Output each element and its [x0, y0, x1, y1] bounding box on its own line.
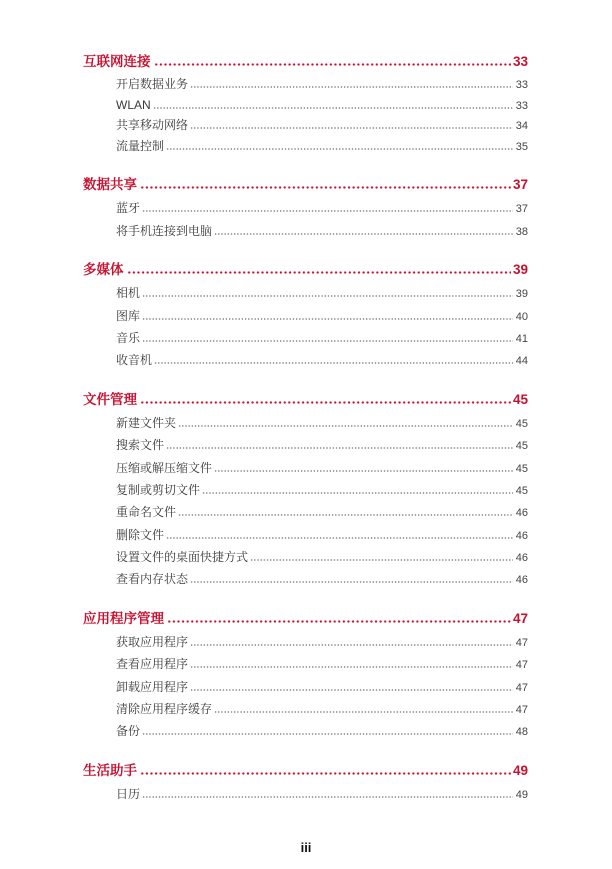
heading-dot-leader	[127, 271, 511, 274]
entry-title: 重命名文件	[116, 505, 177, 520]
toc-section	[83, 50, 528, 157]
toc-entry[interactable]	[83, 568, 528, 590]
toc-section-heading[interactable]	[83, 258, 528, 282]
toc-section	[83, 607, 528, 742]
entry-title: 查看内存状态	[116, 572, 189, 587]
entry-page-number: 38	[515, 225, 528, 238]
toc-entry[interactable]	[83, 524, 528, 546]
toc-entry[interactable]	[83, 220, 528, 242]
entry-dot-leader	[202, 492, 513, 494]
toc-section	[83, 388, 528, 590]
toc-entry[interactable]	[83, 95, 528, 116]
entry-dot-leader	[178, 514, 513, 516]
toc-entry[interactable]	[83, 434, 528, 456]
entry-dot-leader	[142, 796, 513, 798]
entry-title: 流量控制	[116, 139, 165, 154]
toc-entry[interactable]	[83, 327, 528, 349]
entry-page-number: 48	[515, 726, 528, 739]
heading-dot-leader	[167, 620, 511, 623]
section-title: 多媒体	[83, 262, 124, 278]
entry-title: 查看应用程序	[116, 657, 189, 672]
entry-dot-leader	[190, 666, 513, 668]
toc-entry[interactable]	[83, 698, 528, 720]
entry-page-number: 46	[515, 551, 528, 564]
entry-page-number: 46	[515, 507, 528, 520]
entry-dot-leader	[154, 362, 513, 364]
toc-entry[interactable]	[83, 653, 528, 675]
toc-entry[interactable]	[83, 136, 528, 157]
entry-title: 获取应用程序	[116, 634, 189, 649]
section-title: 数据共享	[83, 177, 137, 193]
entry-page-number: 47	[515, 703, 528, 716]
section-page-number: 39	[512, 262, 528, 278]
entry-page-number: 46	[515, 574, 528, 587]
section-page-number: 49	[512, 762, 528, 778]
entry-page-number: 33	[515, 79, 528, 91]
toc-entry[interactable]	[83, 305, 528, 327]
entry-title: 将手机连接到电脑	[116, 223, 213, 238]
entry-page-number: 46	[515, 529, 528, 542]
toc-entry[interactable]	[83, 115, 528, 136]
toc-section-heading[interactable]	[83, 50, 528, 74]
entry-dot-leader	[190, 644, 513, 646]
entry-dot-leader	[190, 127, 513, 129]
entry-dot-leader	[142, 210, 513, 212]
toc-section-heading[interactable]	[83, 607, 528, 631]
entry-page-number: 44	[515, 355, 528, 368]
entry-title: 卸载应用程序	[116, 679, 189, 694]
entry-title: 压缩或解压缩文件	[116, 460, 213, 475]
section-title: 生活助手	[83, 762, 137, 778]
entry-title: 日历	[116, 786, 141, 801]
entry-page-number: 45	[515, 484, 528, 497]
section-page-number: 37	[512, 177, 528, 193]
toc-entry[interactable]	[83, 546, 528, 568]
heading-dot-leader	[140, 186, 511, 189]
heading-dot-leader	[140, 401, 511, 404]
entry-dot-leader	[142, 733, 513, 735]
heading-dot-leader	[154, 63, 511, 66]
entry-page-number: 47	[515, 636, 528, 649]
entry-dot-leader	[153, 107, 513, 109]
entry-page-number: 33	[515, 99, 528, 112]
entry-page-number: 39	[515, 288, 528, 301]
section-page-number: 33	[512, 54, 528, 69]
entry-page-number: 35	[515, 141, 528, 154]
entry-dot-leader	[166, 447, 513, 449]
entry-page-number: 45	[515, 418, 528, 431]
entry-title: 共享移动网络	[116, 118, 189, 133]
entry-title: 清除应用程序缓存	[116, 701, 213, 716]
toc-entry[interactable]	[83, 720, 528, 742]
toc-entry[interactable]	[83, 412, 528, 434]
toc-entry[interactable]	[83, 783, 528, 805]
entry-dot-leader	[166, 148, 513, 150]
entry-dot-leader	[214, 470, 513, 472]
section-title: 互联网连接	[83, 54, 151, 69]
section-title: 应用程序管理	[83, 610, 164, 626]
toc-entry[interactable]	[83, 479, 528, 501]
entry-title: 复制或剪切文件	[116, 482, 201, 497]
entry-dot-leader	[190, 86, 513, 88]
entry-dot-leader	[142, 318, 513, 320]
entry-title: 蓝牙	[116, 201, 141, 216]
entry-page-number: 47	[515, 681, 528, 694]
entry-page-number: 45	[515, 440, 528, 453]
entry-page-number: 41	[515, 332, 528, 345]
entry-dot-leader	[214, 233, 513, 235]
entry-title: 设置文件的桌面快捷方式	[116, 549, 249, 564]
entry-dot-leader	[178, 425, 513, 427]
toc-entry[interactable]	[83, 631, 528, 653]
entry-dot-leader	[166, 537, 513, 539]
entry-dot-leader	[190, 689, 513, 691]
toc-section	[83, 759, 528, 805]
entry-page-number: 45	[515, 462, 528, 475]
section-title: 文件管理	[83, 392, 137, 408]
section-page-number: 47	[512, 610, 528, 626]
toc-entry[interactable]	[83, 349, 528, 371]
entry-title: 搜索文件	[116, 438, 165, 453]
entry-dot-leader	[190, 581, 513, 583]
toc-section-heading[interactable]	[83, 388, 528, 412]
toc-entry[interactable]	[83, 457, 528, 479]
toc-entry[interactable]	[83, 676, 528, 698]
entry-dot-leader	[250, 559, 513, 561]
entry-title: 备份	[116, 724, 141, 739]
entry-dot-leader	[142, 340, 513, 342]
toc-section	[83, 173, 528, 242]
toc-entry[interactable]	[83, 197, 528, 219]
entry-title: 图库	[116, 308, 141, 323]
entry-title: WLAN	[116, 97, 151, 112]
entry-dot-leader	[142, 295, 513, 297]
entry-title: 相机	[116, 286, 141, 301]
entry-page-number: 34	[515, 120, 528, 133]
heading-dot-leader	[140, 772, 511, 775]
entry-page-number: 47	[515, 659, 528, 672]
entry-title: 音乐	[116, 330, 141, 345]
toc-section	[83, 258, 528, 371]
section-page-number: 45	[512, 392, 528, 408]
toc-entry[interactable]	[83, 282, 528, 304]
entry-dot-leader	[214, 711, 513, 713]
toc-section-heading[interactable]	[83, 173, 528, 197]
toc	[83, 50, 528, 805]
toc-section-heading[interactable]	[83, 759, 528, 783]
entry-title: 删除文件	[116, 527, 165, 542]
page-number: iii	[300, 840, 312, 855]
entry-page-number: 40	[515, 310, 528, 323]
entry-page-number: 37	[515, 203, 528, 216]
entry-title: 新建文件夹	[116, 416, 177, 431]
entry-page-number: 49	[515, 788, 528, 801]
entry-title: 开启数据业务	[116, 77, 189, 91]
toc-entry[interactable]	[83, 74, 528, 95]
toc-entry[interactable]	[83, 501, 528, 523]
entry-title: 收音机	[116, 353, 153, 368]
